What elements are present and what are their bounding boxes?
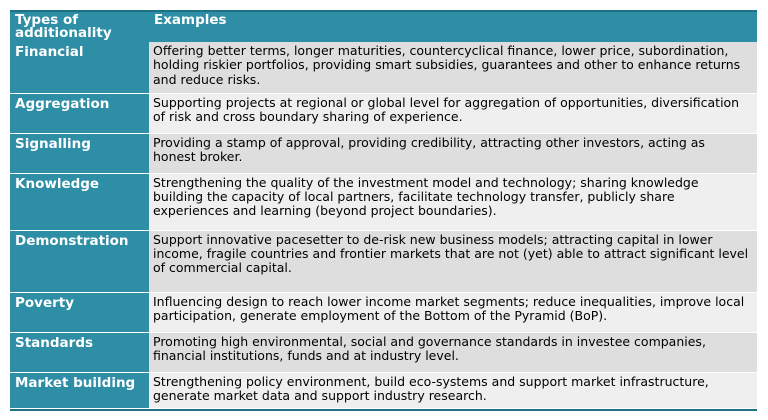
- row-example-text: Offering better terms, longer maturities, countercyclical finance, lower price, subordination, holding riskier portfolios, providing smart subsidies, guarantees and other to enhance returns and reduce risks.: [149, 42, 757, 93]
- row-example-text: Strengthening policy environment, build eco-systems and support market infrastructure, generate market data and support industry research.: [149, 372, 757, 408]
- row-example-text: Strengthening the quality of the investment model and technology; sharing knowledge building the capacity of local partners, facilitate technology transfer, publicly share experiences and learning (beyond project boundaries).: [149, 173, 757, 230]
- row-type-label: Demonstration: [10, 230, 149, 292]
- row-example-text: Influencing design to reach lower income market segments; reduce inequalities, improve local participation, generate employment of the Bottom of the Pyramid (BoP).: [149, 292, 757, 332]
- additionality-table: [10, 10, 757, 409]
- table-row: [10, 133, 757, 173]
- header-types-of-additionality: Types of additionality: [10, 11, 149, 42]
- table-row: [10, 372, 757, 408]
- row-type-label: Poverty: [10, 292, 149, 332]
- table-row: [10, 42, 757, 93]
- table-row: [10, 93, 757, 133]
- row-type-label: Signalling: [10, 133, 149, 173]
- table-row: [10, 230, 757, 292]
- row-example-text: Promoting high environmental, social and governance standards in investee companies, financial institutions, funds and at industry level.: [149, 332, 757, 372]
- header-examples: Examples: [149, 11, 757, 42]
- table-header-row: [10, 11, 757, 42]
- additionality-table-container: [10, 10, 757, 411]
- row-type-label: Standards: [10, 332, 149, 372]
- row-example-text: Support innovative pacesetter to de-risk new business models; attracting capital in lower income, fragile countries and frontier markets that are not (yet) able to attract significant level of commercial capital.: [149, 230, 757, 292]
- row-type-label: Financial: [10, 42, 149, 93]
- table-row: [10, 173, 757, 230]
- table-row: [10, 292, 757, 332]
- row-type-label: Market building: [10, 372, 149, 408]
- row-example-text: Providing a stamp of approval, providing credibility, attracting other investors, acting as honest broker.: [149, 133, 757, 173]
- row-type-label: Aggregation: [10, 93, 149, 133]
- row-example-text: Supporting projects at regional or global level for aggregation of opportunities, diversification of risk and cross boundary sharing of experience.: [149, 93, 757, 133]
- table-row: [10, 332, 757, 372]
- row-type-label: Knowledge: [10, 173, 149, 230]
